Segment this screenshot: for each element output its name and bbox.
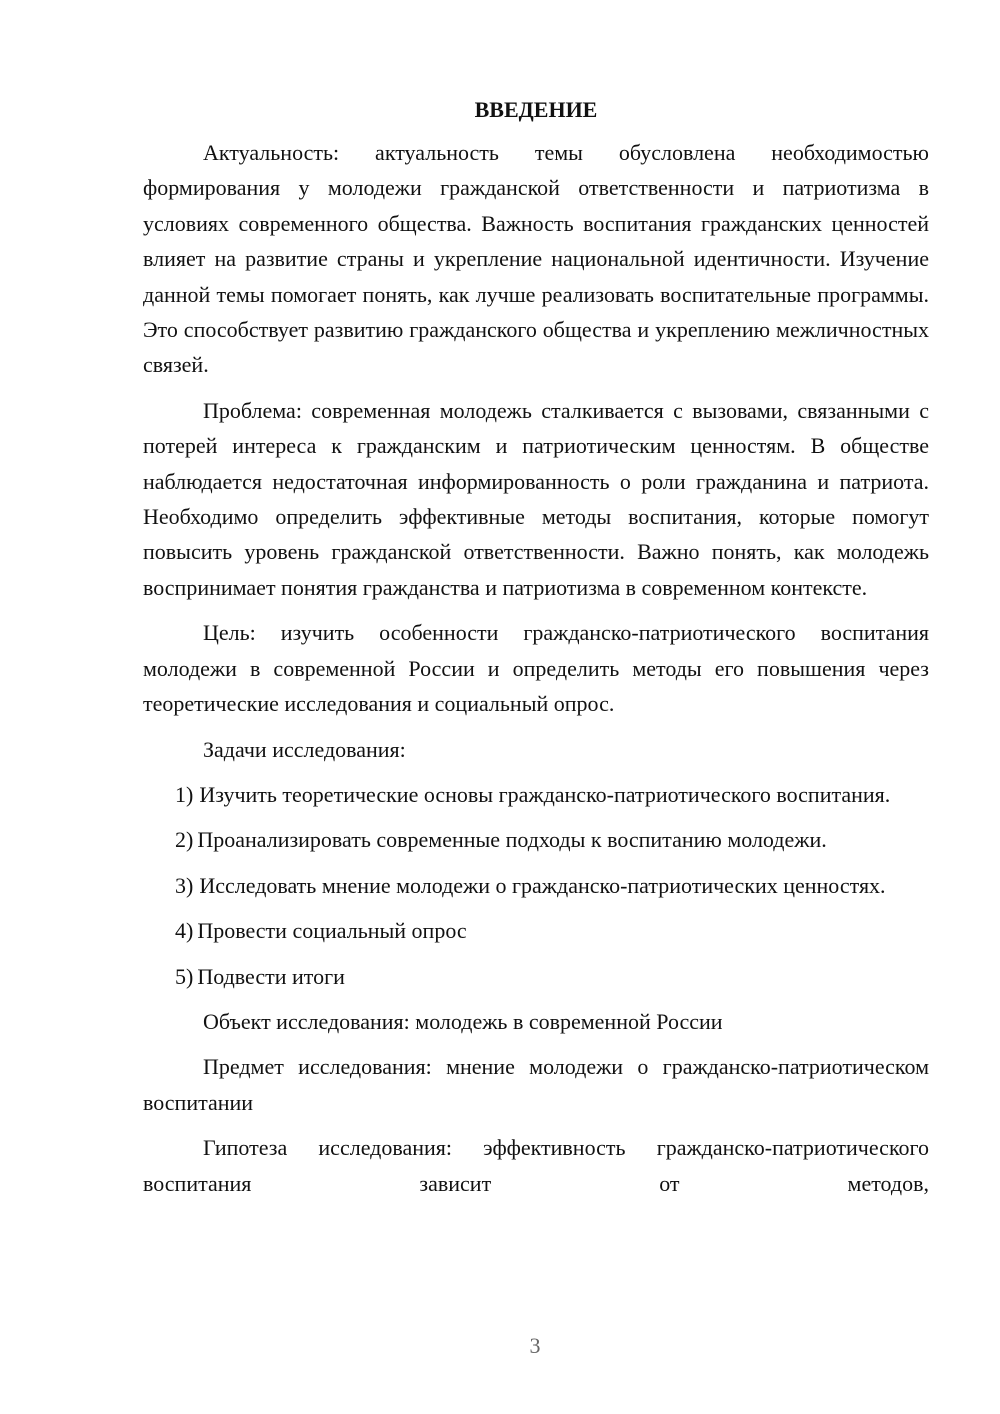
task-text: Проанализировать современные подходы к воспитанию молодежи.: [197, 827, 827, 853]
task-number: 3): [175, 872, 194, 898]
tasks-list: [143, 777, 929, 994]
object-paragraph: Объект исследования: молодежь в современной России: [203, 1008, 723, 1034]
problem-paragraph: Проблема: современная молодежь сталкивается с вызовами, связанными с потерей интереса к гражданским и патриотическим ценностям. В обществе наблюдается недостаточная информированность о роли гражданина и патриота. Необходимо определить эффективные методы воспитания, которые помогут повысить уровень гражданской ответственности. Важно понять, как молодежь воспринимает понятия гражданства и патриотизма в современном контексте.: [143, 397, 929, 600]
tasks-heading: Задачи исследования:: [203, 736, 406, 762]
subject-paragraph: Предмет исследования: мнение молодежи о гражданско-патриотическом воспитании: [143, 1054, 929, 1115]
task-number: 5): [175, 963, 194, 989]
page-content: [143, 92, 929, 1211]
task-item-2: [143, 822, 929, 857]
task-text: Подвести итоги: [197, 963, 345, 989]
goal-paragraph: Цель: изучить особенности гражданско-патриотического воспитания молодежи в современной России и определить методы его повышения через теоретические исследования и социальный опрос.: [143, 620, 929, 717]
page-number: 3: [529, 1333, 541, 1358]
task-item-3: [143, 868, 929, 903]
task-item-1: [143, 777, 929, 812]
task-text: Изучить теоретические основы гражданско-патриотического воспитания.: [199, 781, 891, 807]
task-item-4: [143, 913, 929, 948]
task-number: 4): [175, 918, 194, 944]
task-item-5: [143, 959, 929, 994]
hypothesis-paragraph: Гипотеза исследования: эффективность гражданско-патриотического воспитания зависит от методов,: [143, 1135, 929, 1196]
task-number: 1): [175, 781, 194, 807]
section-title: ВВЕДЕНИЕ: [474, 97, 598, 122]
task-text: Провести социальный опрос: [197, 918, 467, 944]
actuality-paragraph: Актуальность: актуальность темы обусловлена необходимостью формирования у молодежи гражданской ответственности и патриотизма в условиях современного общества. Важность воспитания гражданских ценностей влияет на развитие страны и укрепление национальной идентичности. Изучение данной темы помогает понять, как лучше реализовать воспитательные программы. Это способствует развитию гражданского общества и укреплению межличностных связей.: [143, 140, 929, 378]
task-number: 2): [175, 827, 194, 853]
task-text: Исследовать мнение молодежи о гражданско-патриотических ценностях.: [199, 872, 886, 898]
